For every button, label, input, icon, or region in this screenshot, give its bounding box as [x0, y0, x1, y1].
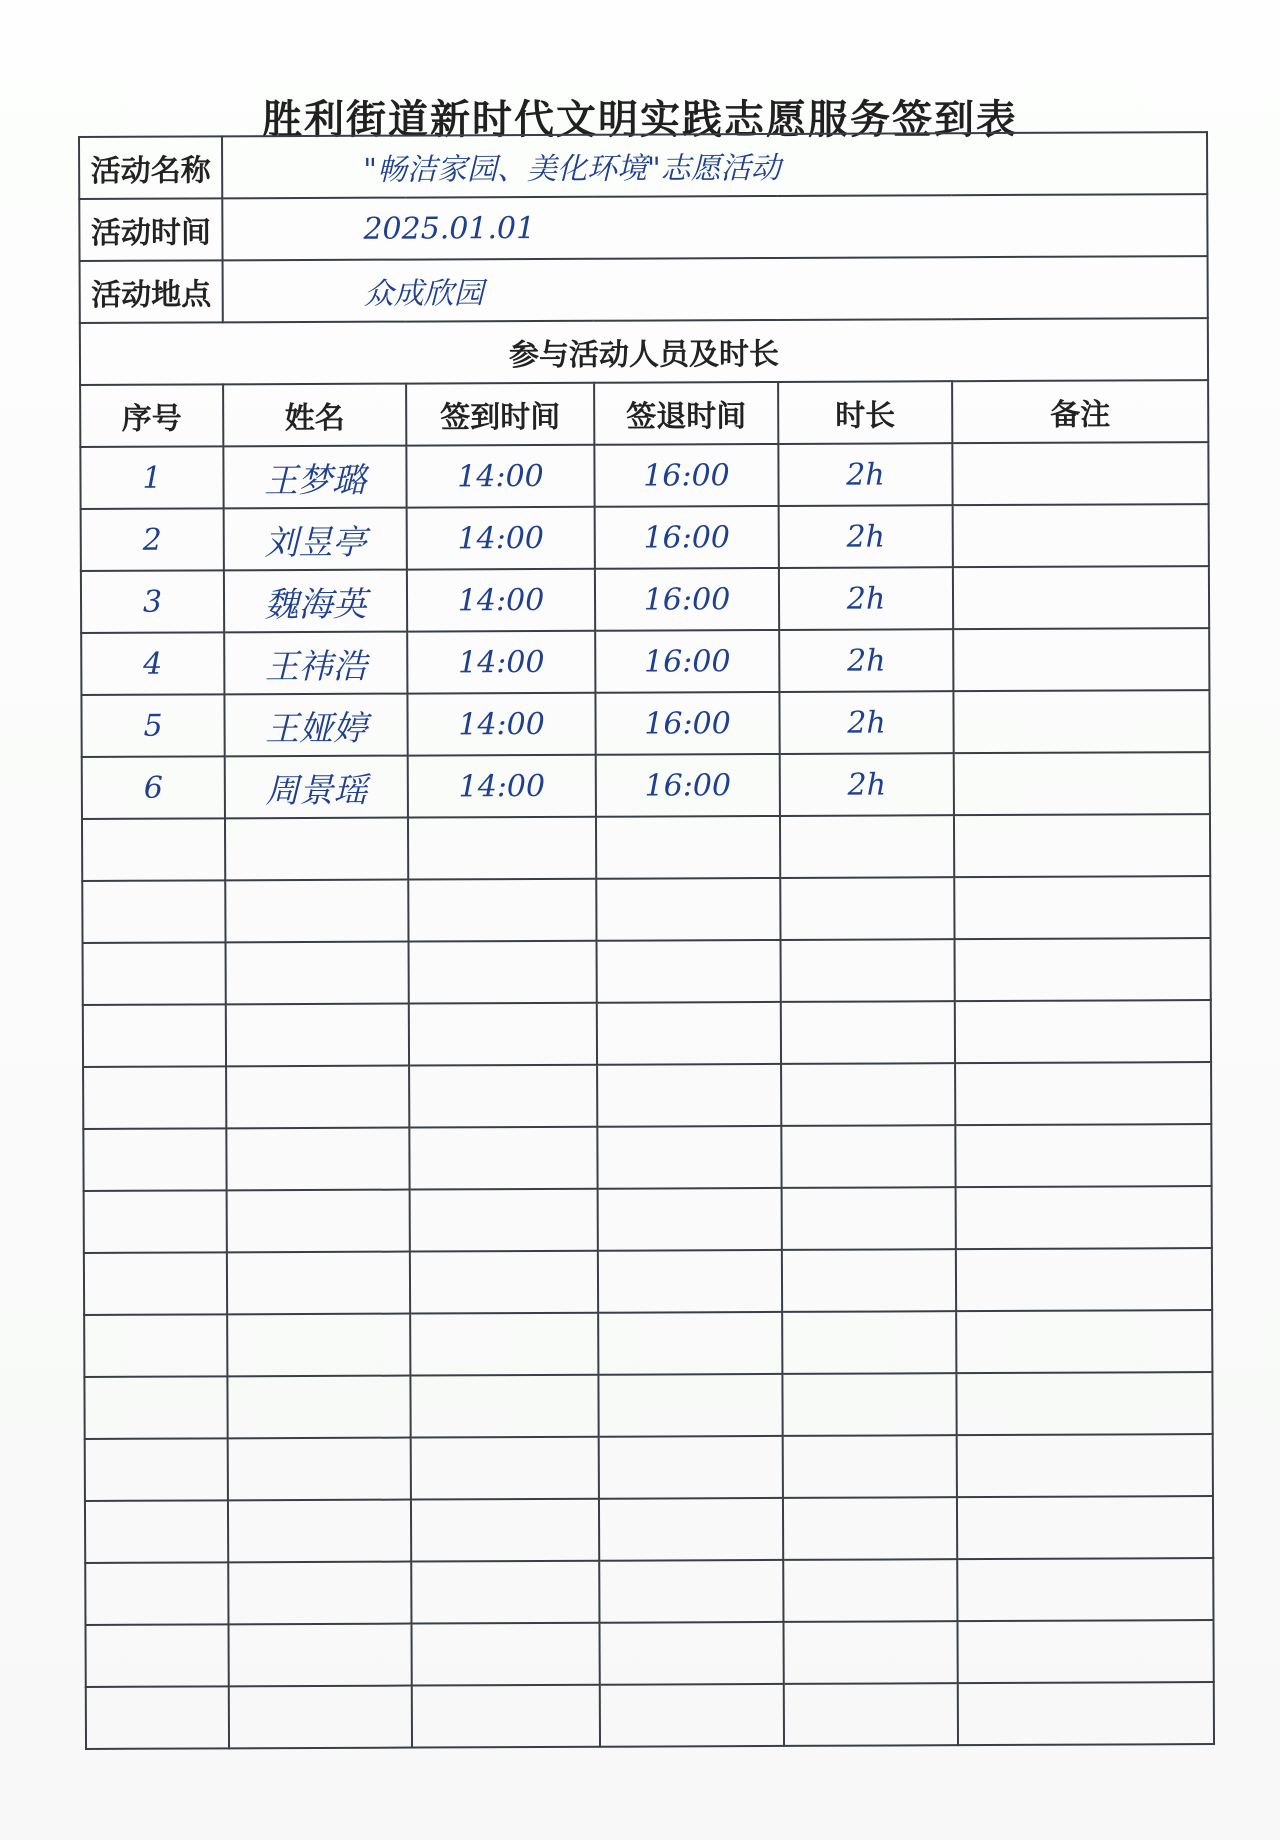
- blank-cell: [596, 816, 780, 879]
- blank-row: [83, 938, 1211, 1005]
- section-title: 参与活动人员及时长: [80, 318, 1208, 385]
- cell-remarks: [953, 628, 1209, 691]
- blank-cell: [598, 1250, 782, 1313]
- blank-cell: [228, 1500, 411, 1563]
- cell-name: 魏海英: [224, 570, 407, 633]
- blank-cell: [225, 880, 408, 943]
- blank-cell: [84, 1314, 227, 1377]
- blank-cell: [84, 1252, 227, 1315]
- blank-cell: [411, 1623, 599, 1686]
- blank-cell: [956, 1248, 1212, 1311]
- column-header-row: [80, 380, 1208, 447]
- blank-row: [84, 1372, 1212, 1439]
- blank-cell: [228, 1562, 411, 1625]
- blank-cell: [783, 1559, 957, 1622]
- blank-cell: [408, 817, 596, 880]
- blank-cell: [85, 1562, 228, 1625]
- blank-cell: [227, 1314, 410, 1377]
- col-header-number: 序号: [80, 384, 223, 447]
- blank-cell: [597, 1126, 781, 1189]
- blank-row: [82, 876, 1210, 943]
- table-row: [80, 442, 1208, 509]
- activity-name-row: [79, 132, 1207, 199]
- activity-place-value: 众成欣园: [223, 256, 1208, 322]
- sheet-title: 胜利街道新时代文明实践志愿服务签到表: [262, 97, 1018, 143]
- blank-cell: [957, 1558, 1213, 1621]
- blank-cell: [228, 1624, 411, 1687]
- blank-cell: [957, 1496, 1213, 1559]
- blank-row: [85, 1496, 1213, 1563]
- activity-time-label: 活动时间: [79, 198, 222, 261]
- blank-cell: [783, 1621, 957, 1684]
- blank-cell: [410, 1189, 598, 1252]
- blank-cell: [83, 942, 226, 1005]
- activity-time-row: [79, 194, 1207, 261]
- cell-number: 3: [81, 570, 224, 633]
- blank-cell: [781, 1063, 955, 1126]
- blank-cell: [782, 1187, 956, 1250]
- blank-cell: [226, 1128, 409, 1191]
- blank-cell: [411, 1561, 599, 1624]
- blank-cell: [782, 1311, 956, 1374]
- cell-sign-in-time: 14:00: [406, 445, 594, 508]
- cell-remarks: [953, 690, 1209, 753]
- cell-duration: 2h: [780, 753, 954, 816]
- blank-cell: [226, 1004, 409, 1067]
- blank-cell: [409, 941, 597, 1004]
- blank-cell: [226, 942, 409, 1005]
- blank-row: [83, 1124, 1211, 1191]
- blank-cell: [597, 940, 781, 1003]
- cell-name: 王梦璐: [223, 446, 406, 509]
- blank-cell: [782, 1373, 956, 1436]
- blank-row: [86, 1682, 1214, 1749]
- activity-place-label: 活动地点: [80, 260, 223, 323]
- cell-number: 5: [81, 694, 224, 757]
- blank-cell: [780, 877, 954, 940]
- blank-cell: [957, 1434, 1213, 1497]
- blank-cell: [955, 938, 1211, 1001]
- blank-cell: [227, 1190, 410, 1253]
- col-header-sign-out-time: 签退时间: [594, 382, 778, 445]
- col-header-duration: 时长: [778, 381, 952, 444]
- activity-time-value: 2025.01.01: [222, 194, 1207, 260]
- cell-sign-out-time: 16:00: [596, 754, 780, 817]
- cell-number: 4: [81, 632, 224, 695]
- blank-cell: [409, 1127, 597, 1190]
- blank-cell: [598, 1374, 782, 1437]
- col-header-remarks: 备注: [952, 380, 1208, 443]
- blank-row: [85, 1558, 1213, 1625]
- blank-row: [84, 1248, 1212, 1315]
- blank-cell: [955, 1000, 1211, 1063]
- cell-sign-out-time: 16:00: [595, 630, 779, 693]
- blank-cell: [596, 878, 780, 941]
- cell-number: 6: [82, 756, 225, 819]
- blank-cell: [597, 1064, 781, 1127]
- blank-cell: [84, 1190, 227, 1253]
- blank-cell: [86, 1686, 229, 1749]
- blank-cell: [228, 1438, 411, 1501]
- cell-sign-in-time: 14:00: [407, 507, 595, 570]
- cell-sign-out-time: 16:00: [595, 506, 779, 569]
- cell-remarks: [953, 566, 1209, 629]
- blank-cell: [82, 818, 225, 881]
- blank-cell: [781, 1125, 955, 1188]
- cell-sign-in-time: 14:00: [407, 569, 595, 632]
- blank-cell: [783, 1435, 957, 1498]
- blank-cell: [410, 1313, 598, 1376]
- blank-cell: [411, 1437, 599, 1500]
- cell-sign-in-time: 14:00: [407, 631, 595, 694]
- activity-place-row: [80, 256, 1208, 323]
- blank-cell: [780, 815, 954, 878]
- blank-cell: [782, 1249, 956, 1312]
- blank-cell: [83, 1004, 226, 1067]
- blank-cell: [227, 1252, 410, 1315]
- activity-name-label: 活动名称: [79, 136, 222, 199]
- cell-remarks: [954, 752, 1210, 815]
- table-row: [81, 628, 1209, 695]
- blank-cell: [956, 1310, 1212, 1373]
- cell-name: 王娅婷: [224, 694, 407, 757]
- blank-cell: [598, 1312, 782, 1375]
- section-title-row: [80, 318, 1208, 385]
- blank-cell: [412, 1685, 600, 1748]
- blank-cell: [781, 1001, 955, 1064]
- blank-cell: [783, 1497, 957, 1560]
- blank-cell: [410, 1251, 598, 1314]
- cell-sign-out-time: 16:00: [595, 568, 779, 631]
- cell-duration: 2h: [779, 629, 953, 692]
- blank-cell: [599, 1560, 783, 1623]
- blank-cell: [408, 879, 596, 942]
- blank-cell: [599, 1498, 783, 1561]
- cell-name: 刘昱亭: [224, 508, 407, 571]
- activity-name-value: "畅洁家园、美化环境"志愿活动: [222, 132, 1207, 198]
- blank-cell: [958, 1682, 1214, 1745]
- blank-cell: [84, 1376, 227, 1439]
- blank-cell: [229, 1686, 412, 1749]
- table-row: [82, 752, 1210, 819]
- blank-cell: [781, 939, 955, 1002]
- col-header-name: 姓名: [223, 384, 406, 447]
- blank-cell: [82, 880, 225, 943]
- blank-cell: [85, 1624, 228, 1687]
- cell-name: 周景瑶: [225, 756, 408, 819]
- blank-cell: [954, 814, 1210, 877]
- cell-remarks: [952, 442, 1208, 505]
- blank-cell: [955, 1124, 1211, 1187]
- blank-cell: [225, 818, 408, 881]
- blank-cell: [957, 1620, 1213, 1683]
- table-row: [81, 504, 1209, 571]
- cell-duration: 2h: [779, 567, 953, 630]
- blank-cell: [599, 1622, 783, 1685]
- blank-cell: [85, 1500, 228, 1563]
- cell-number: 2: [81, 508, 224, 571]
- blank-cell: [409, 1003, 597, 1066]
- blank-row: [84, 1186, 1212, 1253]
- cell-sign-out-time: 16:00: [595, 692, 779, 755]
- cell-duration: 2h: [779, 691, 953, 754]
- blank-cell: [600, 1684, 784, 1747]
- blank-row: [85, 1434, 1213, 1501]
- cell-duration: 2h: [779, 505, 953, 568]
- blank-row: [82, 814, 1210, 881]
- cell-duration: 2h: [778, 443, 952, 506]
- col-header-sign-in-time: 签到时间: [406, 383, 594, 446]
- blank-row: [84, 1310, 1212, 1377]
- blank-cell: [409, 1065, 597, 1128]
- cell-remarks: [953, 504, 1209, 567]
- blank-cell: [226, 1066, 409, 1129]
- cell-sign-in-time: 14:00: [408, 755, 596, 818]
- cell-number: 1: [80, 446, 223, 509]
- cell-sign-in-time: 14:00: [407, 693, 595, 756]
- table-row: [81, 690, 1209, 757]
- blank-row: [83, 1062, 1211, 1129]
- blank-cell: [83, 1128, 226, 1191]
- blank-cell: [410, 1375, 598, 1438]
- blank-cell: [784, 1683, 958, 1746]
- blank-row: [85, 1620, 1213, 1687]
- blank-cell: [85, 1438, 228, 1501]
- blank-row: [83, 1000, 1211, 1067]
- blank-cell: [956, 1186, 1212, 1249]
- sign-in-form: [78, 131, 1215, 1750]
- blank-cell: [83, 1066, 226, 1129]
- blank-cell: [597, 1002, 781, 1065]
- table-row: [81, 566, 1209, 633]
- cell-name: 王祎浩: [224, 632, 407, 695]
- blank-cell: [411, 1499, 599, 1562]
- blank-cell: [598, 1188, 782, 1251]
- blank-cell: [956, 1372, 1212, 1435]
- blank-cell: [955, 1062, 1211, 1125]
- blank-cell: [954, 876, 1210, 939]
- cell-sign-out-time: 16:00: [594, 444, 778, 507]
- blank-cell: [227, 1376, 410, 1439]
- blank-cell: [599, 1436, 783, 1499]
